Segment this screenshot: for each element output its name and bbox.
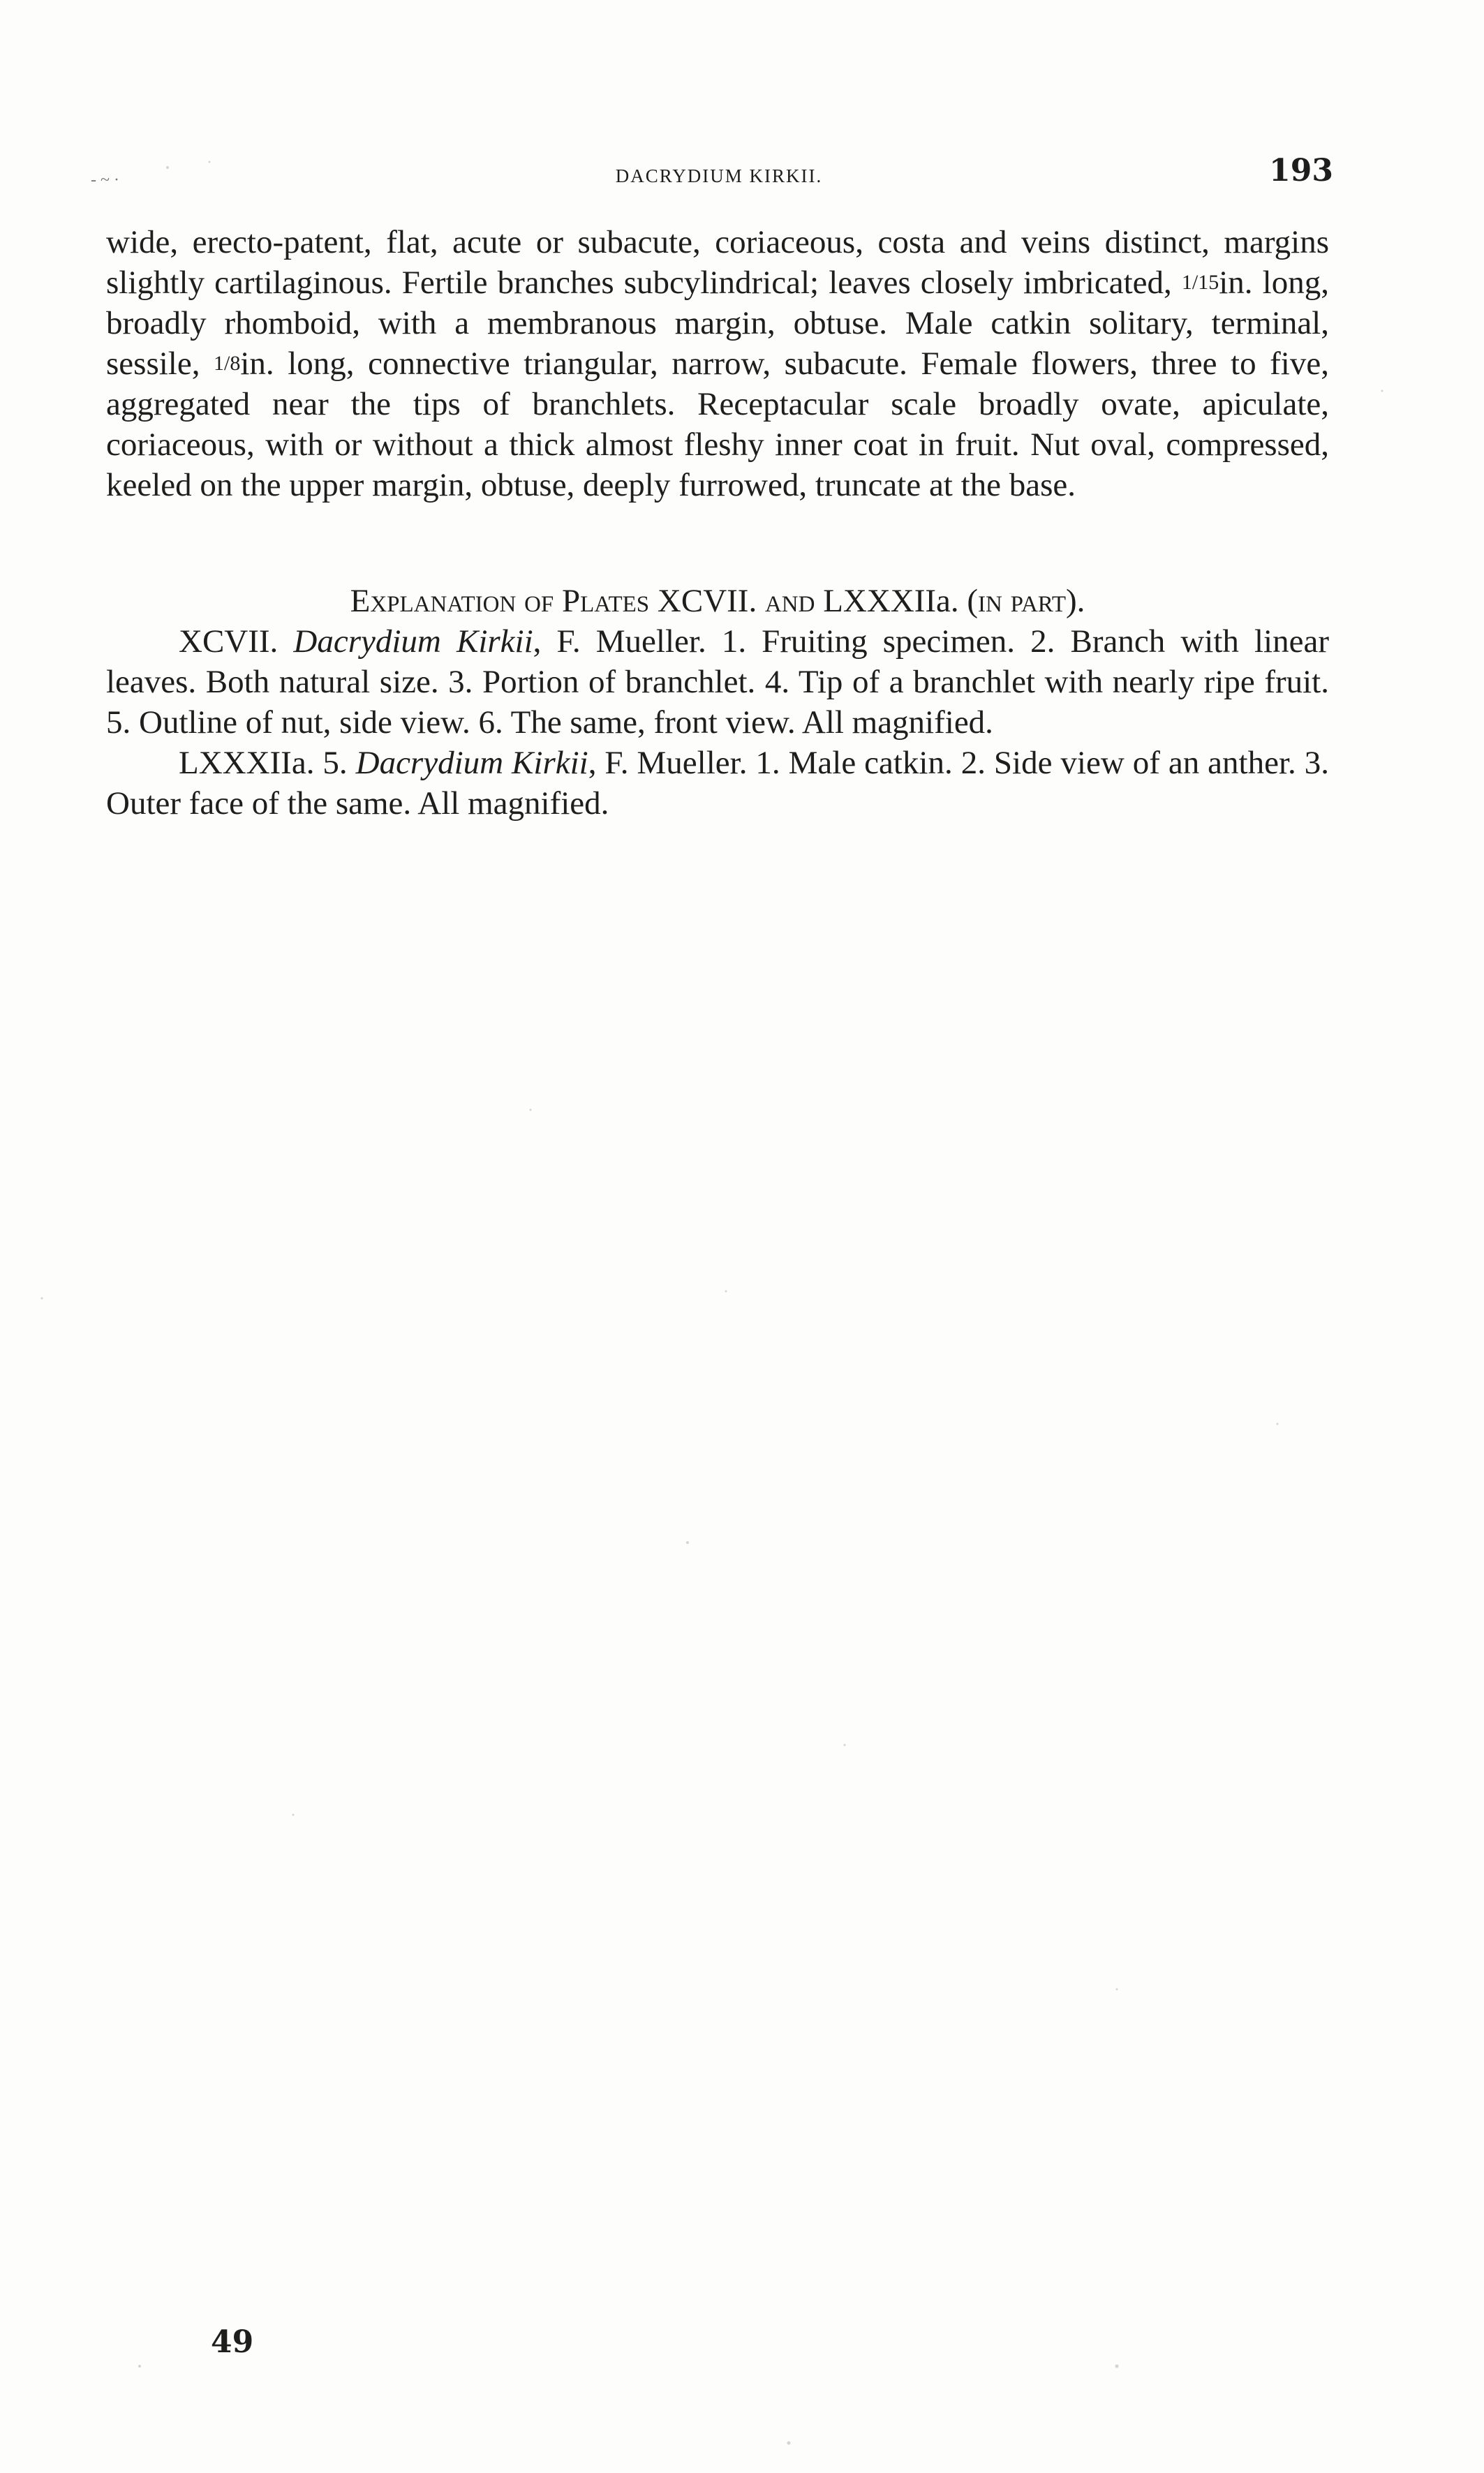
paragraph-text [106,222,1329,505]
plate-explanation [106,581,1329,824]
plate-entry-lxxxiia [106,743,1329,824]
fraction-one-fifteenth: 1/15 [1181,271,1219,294]
paragraph-part-1: wide, erecto-patent, flat, acute or subacute, coriaceous, costa and veins distinct, margins slightly cartilaginous. Fertile branches subcylindrical; leaves closely imbricated, [106,224,1329,301]
plate-description: , F. Mueller. 1. Fruiting specimen. 2. Branch with linear leaves. Both natural size. 3. Portion of branchlet. 4. Tip of a branchlet with nearly ripe fruit. 5. Outline of nut, side view. 6. The same, front view. All magnified. [106,623,1329,741]
running-title: DACRYDIUM KIRKII. [615,165,823,186]
species-name: Dacrydium Kirkii [355,745,588,781]
fraction-one-eighth: 1/8 [214,352,241,375]
plate-description: , F. Mueller. 1. Male catkin. 2. Side view of an anther. 3. Outer face of the same. All magnified. [106,745,1329,822]
species-name: Dacrydium Kirkii [293,623,533,660]
heading-part-plate1: XCVII. [649,583,765,619]
plate-number: LXXXIIa. 5. [179,745,356,781]
plate-number: XCVII. [179,623,294,660]
signature-number: 49 [211,2324,254,2360]
paragraph-part-2: in. long, broadly rhomboid, with a membranous margin, obtuse. Male catkin solitary, terminal, sessile, [106,265,1329,382]
page-number: 193 [1269,153,1333,188]
heading-part-in-part: (in part). [967,583,1085,619]
heading-part-plate2: LXXXIIa. [815,583,967,619]
explanation-heading [106,581,1329,621]
paragraph-part-3: in. long, connective triangular, narrow, subacute. Female flowers, three to five, aggregated near the tips of branchlets. Receptacular scale broadly ovate, apiculate, coriaceous, with or without a thick almost fleshy inner coat in fruit. Nut oval, compressed, keeled on the upper margin, obtuse, deeply furrowed, truncate at the base. [106,346,1329,503]
description-paragraph [106,222,1329,505]
heading-part-and: and [764,583,815,619]
heading-part-explanation: Explanation of Plates [350,583,650,619]
plate-entry-xcvii [106,621,1329,743]
scan-marks: - ~ · [91,171,119,189]
page-header [91,150,1333,192]
